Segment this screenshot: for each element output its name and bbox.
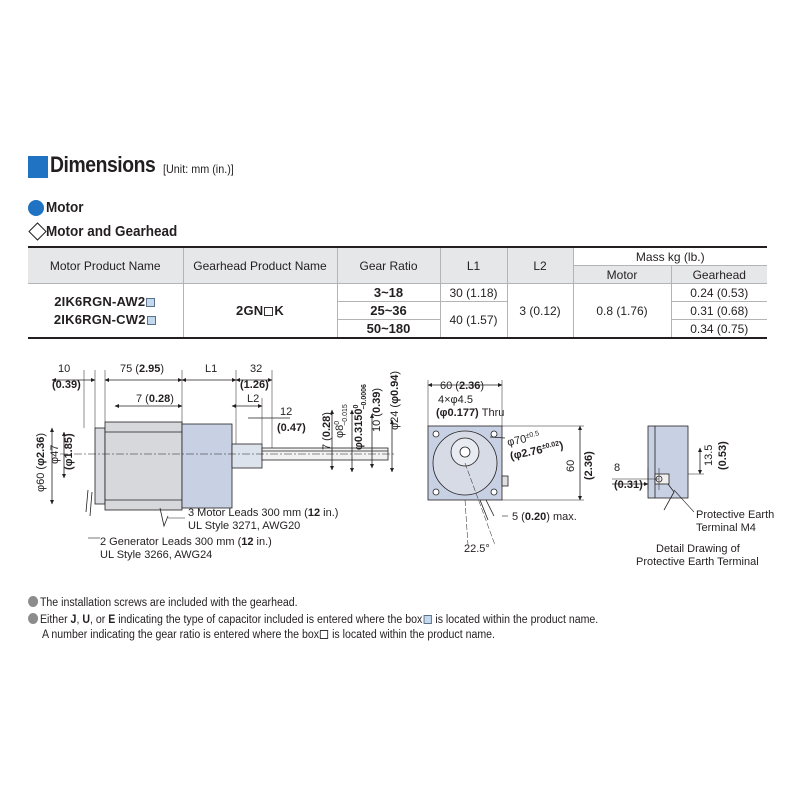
dim-phi47: φ47 xyxy=(49,444,61,464)
th-mass-motor: Motor xyxy=(573,266,671,284)
l1-cell: 30 (1.18) xyxy=(440,284,507,302)
dim-32-in: (1.26) xyxy=(240,379,269,391)
dim-v24: φ24 (φ0.94) xyxy=(389,370,401,430)
l2-cell: 3 (0.12) xyxy=(507,284,573,339)
note-gear-ratio xyxy=(42,629,495,641)
dim-side60: 60 xyxy=(565,459,577,472)
dim-10: 10 xyxy=(58,363,71,375)
gen-leads-label: 2 Generator Leads 300 mm (12 in.) xyxy=(100,536,272,548)
gen-leads-ul: UL Style 3266, AWG24 xyxy=(100,549,213,561)
dim-13-5-in: (0.53) xyxy=(717,441,729,470)
section-motor-gearhead: Motor and Gearhead xyxy=(46,223,178,240)
motor-leads-label: 3 Motor Leads 300 mm (12 in.) xyxy=(188,507,339,519)
note-text: is located within the product name. xyxy=(432,614,599,626)
note-screws xyxy=(28,596,298,609)
dim-f60: 60 (2.36) xyxy=(440,380,485,392)
note-e: E xyxy=(108,614,116,626)
gearhead-prefix: 2GN xyxy=(236,303,264,318)
note-bullet-icon xyxy=(28,596,38,607)
dim-L2: L2 xyxy=(247,393,260,405)
mass-motor-cell: 0.8 (1.76) xyxy=(573,284,671,339)
dim-12-in: (0.47) xyxy=(277,422,306,434)
gearhead-suffix: K xyxy=(274,303,284,318)
th-l2: L2 xyxy=(507,247,573,284)
section-motor: Motor xyxy=(46,199,84,216)
note-text: A number indicating the gear ratio is entered where the box xyxy=(42,629,320,641)
note-u: U xyxy=(82,614,90,626)
capacitor-box-icon xyxy=(146,298,155,307)
pe-label-2: Terminal M4 xyxy=(696,522,756,534)
motor-product-aw2: 2IK6RGN-AW2 xyxy=(54,293,146,309)
mass-gearhead-cell: 0.24 (0.53) xyxy=(671,284,767,302)
dim-L1: L1 xyxy=(205,363,218,375)
note-j: J xyxy=(70,614,77,626)
detail-title-2: Protective Earth Terminal xyxy=(636,556,759,568)
ratio-box-icon xyxy=(320,630,328,639)
detail-view xyxy=(612,426,704,512)
gearhead-product-cell xyxy=(183,284,337,339)
gearhead-body xyxy=(182,424,232,508)
dim-75: 75 (2.95) xyxy=(120,363,165,375)
dim-pcd: $\varphi 70^{\pm 0.5}$ xyxy=(506,430,540,449)
generator-leads xyxy=(86,490,92,516)
dimension-drawing xyxy=(0,340,800,580)
ratio-cell: 50~180 xyxy=(337,320,440,339)
dim-13-5: 13.5 xyxy=(703,444,715,466)
mass-gearhead-cell: 0.31 (0.68) xyxy=(671,302,767,320)
dim-holes-in: (φ0.177) Thru xyxy=(436,407,505,419)
note-capacitor xyxy=(28,613,598,626)
ratio-cell: 25~36 xyxy=(337,302,440,320)
capacitor-box-icon xyxy=(147,316,156,325)
dim-holes: 4×φ4.5 xyxy=(438,394,473,406)
th-gearhead-product: Gearhead Product Name xyxy=(183,247,337,284)
dim-phi47-in: (φ1.85) xyxy=(63,433,75,470)
th-mass-gearhead: Gearhead xyxy=(671,266,767,284)
dim-v10: 10 (0.39) xyxy=(371,387,383,432)
motor-body xyxy=(105,422,182,510)
gearhead-pilot xyxy=(232,444,262,468)
th-motor-product: Motor Product Name xyxy=(28,247,183,284)
dim-7: 7 (0.28) xyxy=(136,393,174,405)
note-text: The installation screws are included with the gearhead. xyxy=(39,597,298,609)
dim-10-in: (0.39) xyxy=(52,379,81,391)
note-text: Either xyxy=(39,614,71,626)
th-mass: Mass kg (lb.) xyxy=(573,247,767,266)
dim-32: 32 xyxy=(250,363,263,375)
dim-angle: 22.5° xyxy=(464,543,490,555)
detail-view-labels xyxy=(614,441,774,568)
note-text: is located within the product name. xyxy=(329,629,495,641)
dim-8-in: (0.31) xyxy=(614,479,643,491)
note-sep: , xyxy=(76,614,83,626)
note-bullet-icon xyxy=(28,613,38,624)
dim-8: 8 xyxy=(614,462,621,474)
pe-label-1: Protective Earth xyxy=(696,509,775,521)
spec-table xyxy=(28,246,767,339)
dim-side60-in: (2.36) xyxy=(583,451,595,480)
dim-phi3150: $\varphi 0.3150^0-0.0006$ xyxy=(353,384,368,450)
th-gear-ratio: Gear Ratio xyxy=(337,247,440,284)
note-text: indicating the type of capacitor included is entered where the box xyxy=(115,614,423,626)
motor-leads-ul: UL Style 3271, AWG20 xyxy=(188,520,301,532)
th-l1: L1 xyxy=(440,247,507,284)
motor-product-cw2: 2IK6RGN-CW2 xyxy=(53,311,146,327)
ratio-box-icon xyxy=(264,307,273,316)
unit-label: [Unit: mm (in.)] xyxy=(163,162,234,176)
l1-cell: 40 (1.57) xyxy=(440,302,507,339)
detail-title-1: Detail Drawing of xyxy=(656,543,740,555)
dim-v7: 7 (0.28) xyxy=(321,412,333,450)
capacitor-box-icon xyxy=(423,615,431,624)
dim-12: 12 xyxy=(280,406,293,418)
dim-phi60: φ60 (φ2.36) xyxy=(35,432,47,492)
dim-pcd-in: $(\varphi 2.76^{\pm 0.02})$ xyxy=(509,439,565,463)
note-sep: , or xyxy=(89,614,109,626)
filled-circle-icon xyxy=(28,200,44,216)
ratio-cell: 3~18 xyxy=(337,284,440,302)
motor-leads xyxy=(160,508,168,526)
motor-flange xyxy=(95,428,105,504)
page-title: Dimensions xyxy=(50,152,156,177)
dim-5: 5 (0.20) max. xyxy=(512,511,577,523)
motor-product-cell xyxy=(28,284,183,339)
diamond-outline-icon xyxy=(28,222,46,240)
title-marker xyxy=(28,156,48,178)
mass-gearhead-cell: 0.34 (0.75) xyxy=(671,320,767,339)
dim-phi8: $\varphi 8^0-0.015$ xyxy=(334,404,349,438)
